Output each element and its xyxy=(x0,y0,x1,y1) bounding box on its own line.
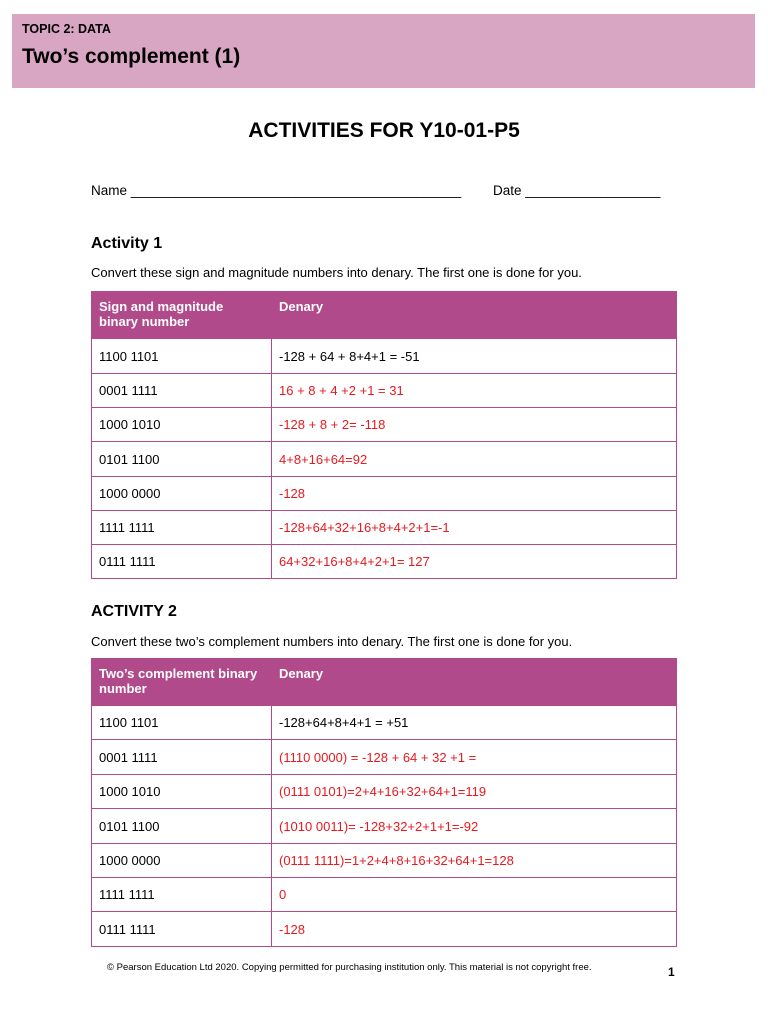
table-row xyxy=(92,775,677,809)
column-header-denary: Denary xyxy=(272,292,677,339)
binary-cell: 0111 1111 xyxy=(92,912,272,947)
binary-cell: 0001 1111 xyxy=(92,374,272,408)
date-field: Date __________________ xyxy=(493,183,661,198)
page-title: ACTIVITIES FOR Y10-01-P5 xyxy=(248,119,520,142)
activity-2-table xyxy=(91,658,677,947)
binary-cell: 1000 1010 xyxy=(92,408,272,442)
activity-2-heading: ACTIVITY 2 xyxy=(91,603,177,620)
table-row xyxy=(92,706,677,740)
column-header-denary: Denary xyxy=(272,659,677,706)
table-header-row xyxy=(92,659,677,706)
denary-answer-cell: (1110 0000) = -128 + 64 + 32 +1 = xyxy=(272,740,677,775)
activity-1-instruction: Convert these sign and magnitude numbers into denary. The first one is done for you. xyxy=(91,265,582,280)
binary-cell: 1000 1010 xyxy=(92,775,272,809)
table-row xyxy=(92,339,677,374)
binary-cell: 1100 1101 xyxy=(92,339,272,374)
topic-label: TOPIC 2: DATA xyxy=(22,22,111,36)
page-number: 1 xyxy=(668,965,675,979)
column-header-binary: Sign and magnitude binary number xyxy=(92,292,272,339)
denary-answer-cell: -128 xyxy=(272,912,677,947)
table-row xyxy=(92,408,677,442)
table-row xyxy=(92,374,677,408)
worksheet-subtitle: Two’s complement (1) xyxy=(22,45,241,68)
denary-answer-cell: (0111 1111)=1+2+4+8+16+32+64+1=128 xyxy=(272,844,677,878)
activity-2-instruction: Convert these two’s complement numbers into denary. The first one is done for you. xyxy=(91,634,573,649)
column-header-binary: Two’s complement binary number xyxy=(92,659,272,706)
binary-cell: 1100 1101 xyxy=(92,706,272,740)
table-row xyxy=(92,740,677,775)
denary-cell: -128+64+8+4+1 = +51 xyxy=(272,706,677,740)
denary-cell: -128 + 64 + 8+4+1 = -51 xyxy=(272,339,677,374)
denary-answer-cell: 0 xyxy=(272,878,677,912)
binary-cell: 0001 1111 xyxy=(92,740,272,775)
table-row xyxy=(92,844,677,878)
table-row xyxy=(92,477,677,511)
denary-answer-cell: (1010 0011)= -128+32+2+1+1=-92 xyxy=(272,809,677,844)
binary-cell: 1000 0000 xyxy=(92,844,272,878)
denary-answer-cell: -128+64+32+16+8+4+2+1=-1 xyxy=(272,511,677,545)
copyright-footer: © Pearson Education Ltd 2020. Copying permitted for purchasing institution only. This material is not copyright free. xyxy=(107,962,592,973)
binary-cell: 1111 1111 xyxy=(92,511,272,545)
binary-cell: 1000 0000 xyxy=(92,477,272,511)
activity-1-table xyxy=(91,291,677,579)
table-row xyxy=(92,878,677,912)
denary-answer-cell: (0111 0101)=2+4+16+32+64+1=119 xyxy=(272,775,677,809)
activity-1-heading: Activity 1 xyxy=(91,235,163,252)
binary-cell: 0101 1100 xyxy=(92,809,272,844)
table-row xyxy=(92,442,677,477)
denary-answer-cell: 64+32+16+8+4+2+1= 127 xyxy=(272,545,677,579)
table-row xyxy=(92,809,677,844)
name-field: Name ____________________________________________ xyxy=(91,183,462,198)
table-header-row xyxy=(92,292,677,339)
binary-cell: 0111 1111 xyxy=(92,545,272,579)
table-row xyxy=(92,511,677,545)
denary-answer-cell: -128 xyxy=(272,477,677,511)
topic-header-banner xyxy=(12,14,755,88)
binary-cell: 1111 1111 xyxy=(92,878,272,912)
table-row xyxy=(92,912,677,947)
binary-cell: 0101 1100 xyxy=(92,442,272,477)
denary-answer-cell: -128 + 8 + 2= -118 xyxy=(272,408,677,442)
denary-answer-cell: 4+8+16+64=92 xyxy=(272,442,677,477)
denary-answer-cell: 16 + 8 + 4 +2 +1 = 31 xyxy=(272,374,677,408)
table-row xyxy=(92,545,677,579)
